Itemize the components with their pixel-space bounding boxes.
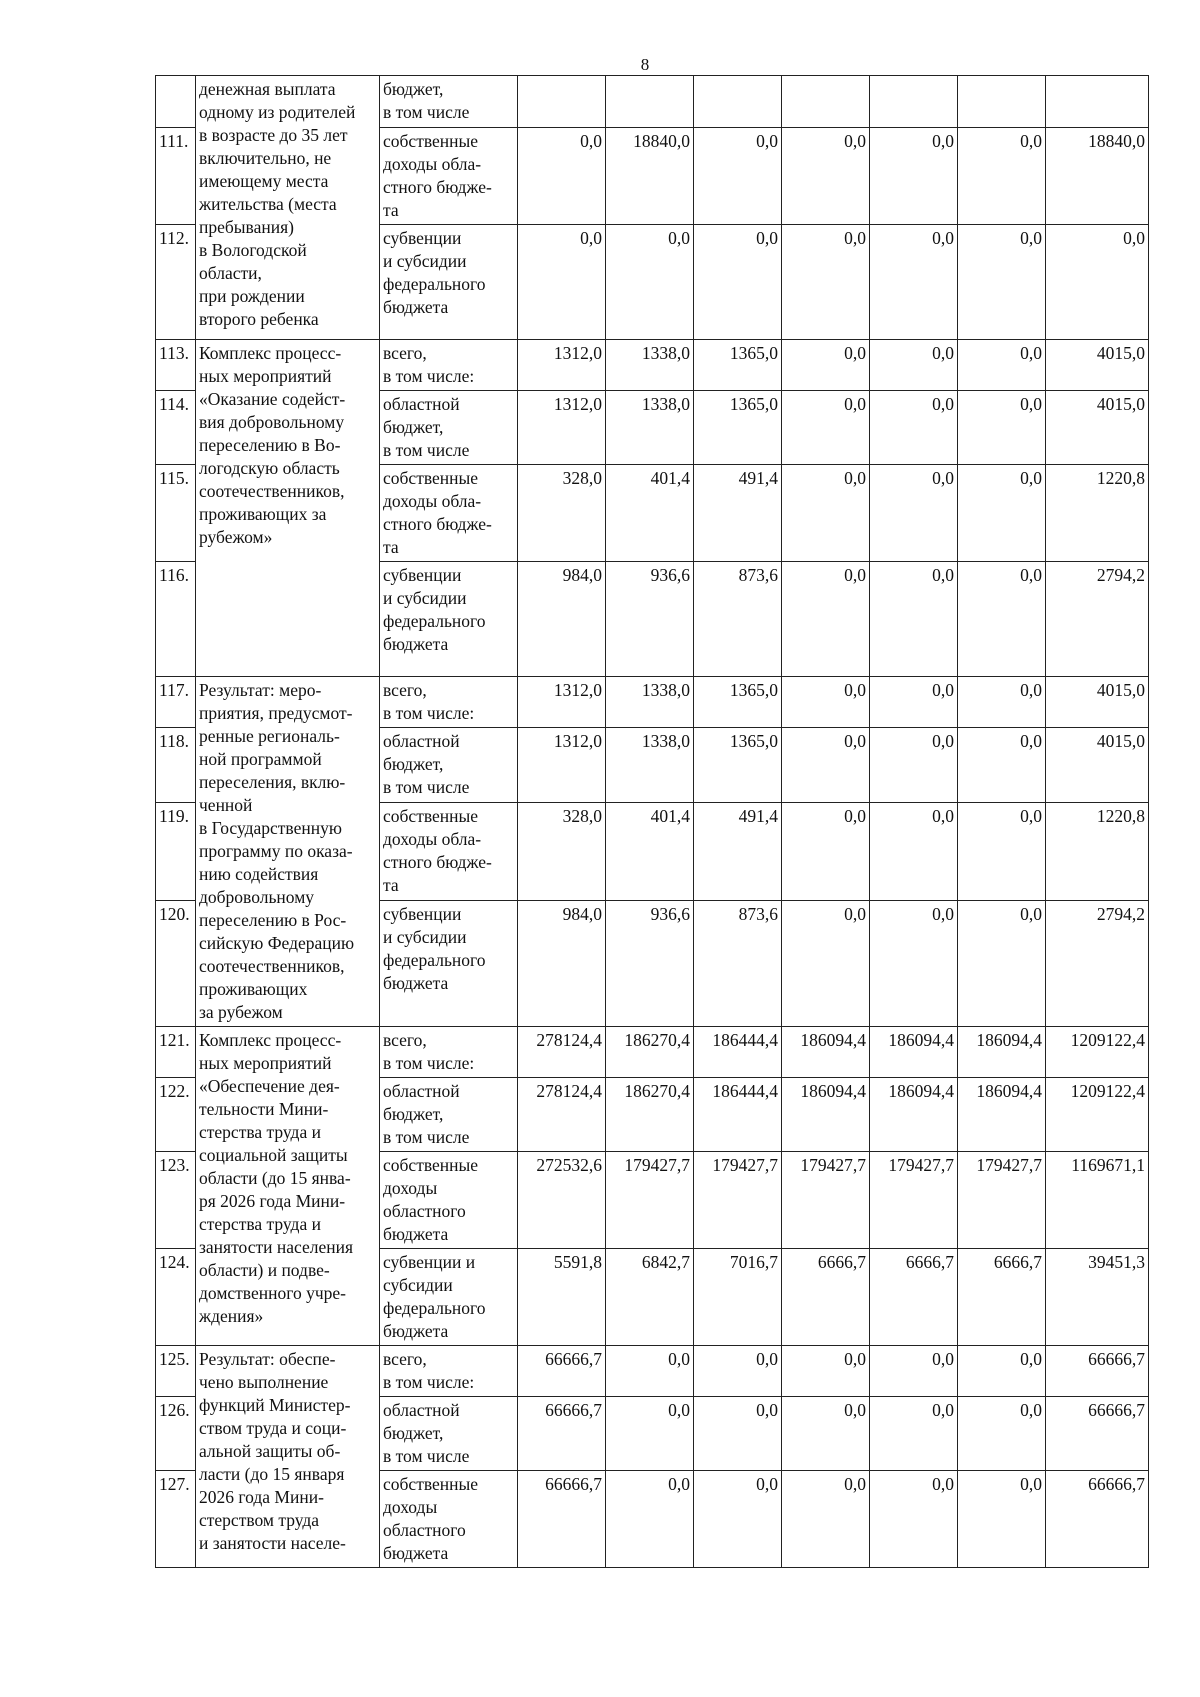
table-row <box>156 1346 1149 1397</box>
total-value: 1209122,4 <box>1046 1078 1149 1152</box>
year-value: 0,0 <box>870 225 958 340</box>
total-value <box>1046 76 1149 128</box>
year-value: 936,6 <box>606 562 694 677</box>
page-number: 8 <box>640 55 650 74</box>
year-value: 186444,4 <box>694 1078 782 1152</box>
row-number: 115. <box>156 465 196 562</box>
year-value: 1338,0 <box>606 340 694 391</box>
total-value: 0,0 <box>1046 225 1149 340</box>
year-value: 0,0 <box>606 1397 694 1471</box>
year-value: 186094,4 <box>870 1027 958 1078</box>
row-number: 127. <box>156 1471 196 1568</box>
year-value <box>518 76 606 128</box>
year-value <box>958 76 1046 128</box>
year-value: 0,0 <box>870 465 958 562</box>
funding-source: областной бюджет, в том числе <box>380 1397 518 1471</box>
total-value: 1169671,1 <box>1046 1152 1149 1249</box>
year-value: 0,0 <box>870 128 958 225</box>
row-number: 120. <box>156 900 196 1026</box>
year-value: 179427,7 <box>782 1152 870 1249</box>
row-number: 123. <box>156 1152 196 1249</box>
year-value: 186094,4 <box>870 1078 958 1152</box>
year-value: 66666,7 <box>518 1397 606 1471</box>
year-value: 328,0 <box>518 803 606 901</box>
year-value: 0,0 <box>958 465 1046 562</box>
row-number: 121. <box>156 1027 196 1078</box>
year-value: 0,0 <box>870 1397 958 1471</box>
year-value: 0,0 <box>958 1346 1046 1397</box>
year-value <box>694 76 782 128</box>
year-value <box>782 76 870 128</box>
year-value: 186270,4 <box>606 1078 694 1152</box>
year-value: 0,0 <box>870 677 958 728</box>
year-value: 0,0 <box>870 340 958 391</box>
year-value: 1312,0 <box>518 340 606 391</box>
year-value: 6666,7 <box>958 1249 1046 1346</box>
year-value: 66666,7 <box>518 1346 606 1397</box>
year-value: 873,6 <box>694 900 782 1026</box>
year-value: 1365,0 <box>694 340 782 391</box>
year-value: 179427,7 <box>694 1152 782 1249</box>
row-number: 117. <box>156 677 196 728</box>
year-value: 0,0 <box>870 728 958 803</box>
year-value: 179427,7 <box>606 1152 694 1249</box>
year-value: 0,0 <box>958 391 1046 465</box>
table-row <box>156 340 1149 391</box>
year-value: 1312,0 <box>518 728 606 803</box>
measure-name: Результат: обеспе- чено выполнение функций Министер- ством труда и соци- альной защиты об- ласти (до 15 января 2026 года Мини- стерством труда и занятости населе- <box>196 1346 380 1568</box>
row-number: 114. <box>156 391 196 465</box>
table-row <box>156 76 1149 128</box>
year-value: 0,0 <box>958 562 1046 677</box>
year-value: 6666,7 <box>870 1249 958 1346</box>
year-value: 6842,7 <box>606 1249 694 1346</box>
funding-source: всего, в том числе: <box>380 1346 518 1397</box>
year-value: 0,0 <box>870 391 958 465</box>
year-value: 0,0 <box>606 225 694 340</box>
year-value: 0,0 <box>782 562 870 677</box>
funding-source: субвенции и субсидии федерального бюджета <box>380 900 518 1026</box>
year-value: 186444,4 <box>694 1027 782 1078</box>
year-value: 18840,0 <box>606 128 694 225</box>
row-number: 126. <box>156 1397 196 1471</box>
row-number: 116. <box>156 562 196 677</box>
year-value: 66666,7 <box>518 1471 606 1568</box>
year-value: 984,0 <box>518 562 606 677</box>
total-value: 66666,7 <box>1046 1471 1149 1568</box>
year-value: 0,0 <box>782 1346 870 1397</box>
year-value: 7016,7 <box>694 1249 782 1346</box>
row-number: 124. <box>156 1249 196 1346</box>
year-value: 1365,0 <box>694 677 782 728</box>
total-value: 4015,0 <box>1046 677 1149 728</box>
funding-source: областной бюджет, в том числе <box>380 728 518 803</box>
year-value: 179427,7 <box>870 1152 958 1249</box>
year-value: 1312,0 <box>518 391 606 465</box>
year-value <box>606 76 694 128</box>
year-value: 186094,4 <box>782 1027 870 1078</box>
year-value: 278124,4 <box>518 1027 606 1078</box>
year-value: 328,0 <box>518 465 606 562</box>
year-value: 0,0 <box>694 1397 782 1471</box>
year-value: 186094,4 <box>782 1078 870 1152</box>
row-number: 125. <box>156 1346 196 1397</box>
total-value: 4015,0 <box>1046 391 1149 465</box>
year-value <box>870 76 958 128</box>
total-value: 66666,7 <box>1046 1397 1149 1471</box>
measure-name: Результат: меро- приятия, предусмот- ренные региональ- ной программой переселения, вклю- ченной в Государственную программу по оказа- нию содействия добровольному переселению в Рос- сийскую Федерацию соотечественников, проживающих за рубежом <box>196 677 380 1027</box>
year-value: 401,4 <box>606 465 694 562</box>
year-value: 873,6 <box>694 562 782 677</box>
year-value: 936,6 <box>606 900 694 1026</box>
year-value: 1338,0 <box>606 728 694 803</box>
row-number: 119. <box>156 803 196 901</box>
year-value: 186270,4 <box>606 1027 694 1078</box>
year-value: 0,0 <box>518 128 606 225</box>
year-value: 0,0 <box>958 900 1046 1026</box>
year-value: 0,0 <box>958 1397 1046 1471</box>
row-number <box>156 76 196 128</box>
total-value: 66666,7 <box>1046 1346 1149 1397</box>
year-value: 0,0 <box>694 1346 782 1397</box>
table-row <box>156 677 1149 728</box>
funding-source: собственные доходы областного бюджета <box>380 1471 518 1568</box>
year-value: 0,0 <box>782 225 870 340</box>
total-value: 18840,0 <box>1046 128 1149 225</box>
year-value: 0,0 <box>782 1397 870 1471</box>
year-value: 0,0 <box>782 803 870 901</box>
table-row <box>156 1027 1149 1078</box>
year-value: 0,0 <box>782 728 870 803</box>
funding-source: собственные доходы обла- стного бюдже- та <box>380 465 518 562</box>
row-number: 112. <box>156 225 196 340</box>
year-value: 0,0 <box>958 128 1046 225</box>
total-value: 1220,8 <box>1046 465 1149 562</box>
funding-source: собственные доходы обла- стного бюдже- та <box>380 803 518 901</box>
total-value: 2794,2 <box>1046 900 1149 1026</box>
funding-source: областной бюджет, в том числе <box>380 1078 518 1152</box>
row-number: 118. <box>156 728 196 803</box>
total-value: 1209122,4 <box>1046 1027 1149 1078</box>
year-value: 0,0 <box>518 225 606 340</box>
year-value: 0,0 <box>782 1471 870 1568</box>
year-value: 5591,8 <box>518 1249 606 1346</box>
year-value: 0,0 <box>958 1471 1046 1568</box>
year-value: 0,0 <box>606 1471 694 1568</box>
year-value: 0,0 <box>870 900 958 1026</box>
total-value: 2794,2 <box>1046 562 1149 677</box>
year-value: 272532,6 <box>518 1152 606 1249</box>
year-value: 0,0 <box>958 803 1046 901</box>
year-value: 0,0 <box>694 1471 782 1568</box>
table-body <box>156 76 1149 1568</box>
funding-source: всего, в том числе: <box>380 340 518 391</box>
year-value: 401,4 <box>606 803 694 901</box>
year-value: 0,0 <box>870 803 958 901</box>
year-value: 0,0 <box>870 562 958 677</box>
row-number: 122. <box>156 1078 196 1152</box>
year-value: 1365,0 <box>694 728 782 803</box>
year-value: 0,0 <box>958 225 1046 340</box>
year-value: 0,0 <box>782 128 870 225</box>
year-value: 0,0 <box>782 465 870 562</box>
year-value: 6666,7 <box>782 1249 870 1346</box>
year-value: 0,0 <box>870 1471 958 1568</box>
year-value: 179427,7 <box>958 1152 1046 1249</box>
year-value: 1338,0 <box>606 677 694 728</box>
year-value: 1312,0 <box>518 677 606 728</box>
measure-name: денежная выплата одному из родителей в возрасте до 35 лет включительно, не имеющему места жительства (места пребывания) в Вологодской области, при рождении второго ребенка <box>196 76 380 340</box>
funding-source: бюджет, в том числе <box>380 76 518 128</box>
row-number: 111. <box>156 128 196 225</box>
year-value: 984,0 <box>518 900 606 1026</box>
year-value: 0,0 <box>958 728 1046 803</box>
funding-source: субвенции и субсидии федерального бюджета <box>380 225 518 340</box>
year-value: 0,0 <box>694 128 782 225</box>
total-value: 39451,3 <box>1046 1249 1149 1346</box>
year-value: 0,0 <box>782 677 870 728</box>
year-value: 491,4 <box>694 803 782 901</box>
year-value: 0,0 <box>782 900 870 1026</box>
funding-source: субвенции и субсидии федерального бюджета <box>380 562 518 677</box>
year-value: 278124,4 <box>518 1078 606 1152</box>
year-value: 0,0 <box>958 340 1046 391</box>
year-value: 1338,0 <box>606 391 694 465</box>
budget-table <box>155 75 1149 1568</box>
measure-name: Комплекс процесс- ных мероприятий «Оказание содейст- вия добровольному переселению в Во- логодскую область соотечественников, проживающих за рубежом» <box>196 340 380 677</box>
funding-source: всего, в том числе: <box>380 1027 518 1078</box>
row-number: 113. <box>156 340 196 391</box>
year-value: 0,0 <box>782 391 870 465</box>
year-value: 0,0 <box>782 340 870 391</box>
year-value: 186094,4 <box>958 1027 1046 1078</box>
total-value: 1220,8 <box>1046 803 1149 901</box>
funding-source: собственные доходы областного бюджета <box>380 1152 518 1249</box>
year-value: 0,0 <box>606 1346 694 1397</box>
year-value: 1365,0 <box>694 391 782 465</box>
funding-source: собственные доходы обла- стного бюдже- та <box>380 128 518 225</box>
year-value: 0,0 <box>694 225 782 340</box>
funding-source: областной бюджет, в том числе <box>380 391 518 465</box>
year-value: 186094,4 <box>958 1078 1046 1152</box>
year-value: 491,4 <box>694 465 782 562</box>
year-value: 0,0 <box>870 1346 958 1397</box>
funding-source: субвенции и субсидии федерального бюджета <box>380 1249 518 1346</box>
funding-source: всего, в том числе: <box>380 677 518 728</box>
measure-name: Комплекс процесс- ных мероприятий «Обеспечение дея- тельности Мини- стерства труда и социальной защиты области (до 15 янва- ря 2026 года Мини- стерства труда и занятости населения области) и подве- домственного учре- ждения» <box>196 1027 380 1346</box>
year-value: 0,0 <box>958 677 1046 728</box>
total-value: 4015,0 <box>1046 340 1149 391</box>
total-value: 4015,0 <box>1046 728 1149 803</box>
